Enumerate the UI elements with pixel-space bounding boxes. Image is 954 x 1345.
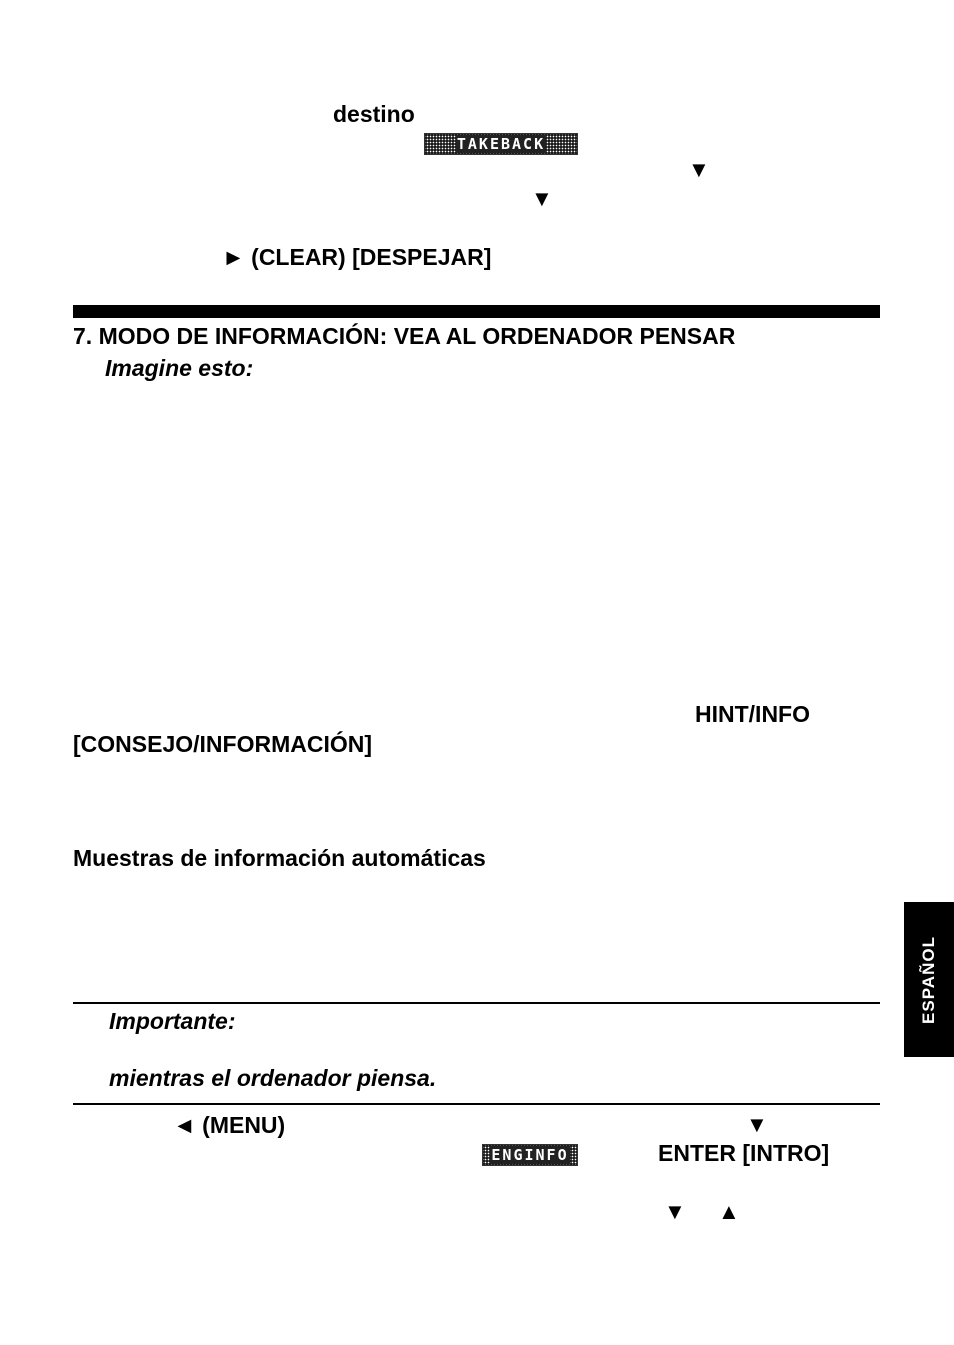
destino-text: destino [333,101,415,127]
note-bottom-rule [73,1103,880,1105]
down-arrow-icon: ▼ [688,157,710,182]
muestras-heading: Muestras de información automáticas [73,845,486,871]
menu-text: ◄ (MENU) [173,1112,286,1138]
section-subheading: Imagine esto: [105,355,254,381]
down-arrow-icon: ▼ [531,186,553,211]
language-side-tab [904,902,954,1057]
down-arrow-icon: ▼ [664,1199,686,1224]
section-divider [73,305,880,318]
note-top-rule [73,1002,880,1004]
down-arrow-icon: ▼ [746,1112,768,1137]
language-label: ESPAÑOL [919,935,939,1024]
enter-intro-text: ENTER [INTRO] [658,1140,830,1166]
lcd-display-takeback [424,133,578,155]
mientras-text: mientras el ordenador piensa. [109,1065,437,1091]
lcd-takeback-text: TAKEBACK [456,135,546,153]
clear-despejar-text: ► (CLEAR) [DESPEJAR] [222,244,492,270]
importante-label: Importante: [109,1008,236,1034]
lcd-enginfo-text: ENGINFO [491,1146,569,1164]
section-heading: 7. MODO DE INFORMACIÓN: VEA AL ORDENADOR PENSAR [73,323,736,349]
lcd-display-enginfo [482,1144,578,1166]
consejo-informacion-text: [CONSEJO/INFORMACIÓN] [73,731,372,757]
hint-info-text: HINT/INFO [695,701,810,727]
up-arrow-icon: ▲ [718,1199,740,1224]
